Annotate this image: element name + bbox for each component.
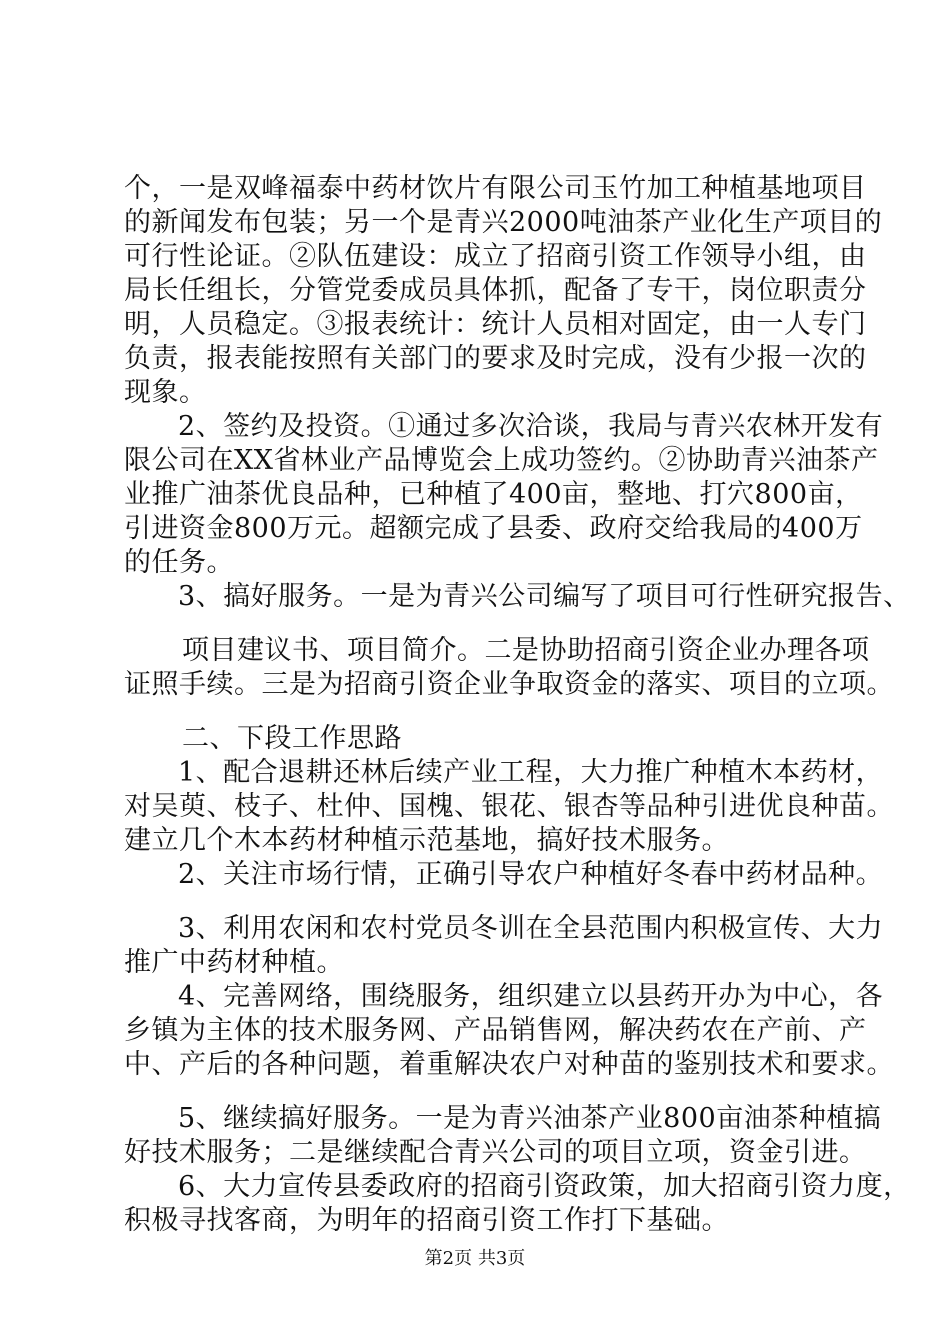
page-footer: 第2页 共3页: [424, 1248, 526, 1269]
paragraph-line: 好技术服务；二是继续配合青兴公司的项目立项，资金引进。: [124, 1137, 867, 1168]
paragraph-line: 建立几个木本药材种植示范基地，搞好技术服务。: [124, 825, 729, 856]
paragraph-line: 可行性论证。②队伍建设：成立了招商引资工作领导小组，由: [124, 241, 867, 272]
paragraph-line: 的新闻发布包装；另一个是青兴2000吨油茶产业化生产项目的: [124, 207, 883, 238]
section-heading: 二、下段工作思路: [182, 723, 402, 754]
paragraph-line: 明，人员稳定。③报表统计：统计人员相对固定，由一人专门: [124, 309, 867, 340]
paragraph-line: 2、关注市场行情，正确引导农户种植好冬春中药材品种。: [178, 859, 884, 890]
paragraph-line: 积极寻找客商，为明年的招商引资工作打下基础。: [124, 1205, 729, 1236]
paragraph-line: 3、搞好服务。一是为青兴公司编写了项目可行性研究报告、: [178, 581, 911, 612]
paragraph-line: 个，一是双峰福泰中药材饮片有限公司玉竹加工种植基地项目: [124, 173, 867, 204]
paragraph-line: 证照手续。三是为招商引资企业争取资金的落实、项目的立项。: [124, 669, 894, 700]
paragraph-line: 4、完善网络，围绕服务，组织建立以县药开办为中心，各: [178, 981, 884, 1012]
paragraph-line: 局长任组长，分管党委成员具体抓，配备了专干，岗位职责分: [124, 275, 867, 306]
paragraph-line: 项目建议书、项目简介。二是协助招商引资企业办理各项: [182, 635, 870, 666]
paragraph-line: 6、大力宣传县委政府的招商引资政策，加大招商引资力度，: [178, 1171, 911, 1202]
paragraph-line: 乡镇为主体的技术服务网、产品销售网，解决药农在产前、产: [124, 1015, 867, 1046]
paragraph-line: 中、产后的各种问题，着重解决农户对种苗的鉴别技术和要求。: [124, 1049, 894, 1080]
paragraph-line: 限公司在XX省林业产品博览会上成功签约。②协助青兴油茶产: [124, 445, 879, 476]
paragraph-line: 5、继续搞好服务。一是为青兴油茶产业800亩油茶种植搞: [178, 1103, 882, 1134]
paragraph-line: 现象。: [124, 377, 207, 408]
paragraph-line: 负责，报表能按照有关部门的要求及时完成，没有少报一次的: [124, 343, 867, 374]
paragraph-line: 3、利用农闲和农村党员冬训在全县范围内积极宣传、大力: [178, 913, 884, 944]
paragraph-line: 引进资金800万元。超额完成了县委、政府交给我局的400万: [124, 513, 863, 544]
paragraph-line: 2、签约及投资。①通过多次洽谈，我局与青兴农林开发有: [178, 411, 884, 442]
paragraph-line: 1、配合退耕还林后续产业工程，大力推广种植木本药材，: [178, 757, 884, 788]
paragraph-line: 推广中药材种植。: [124, 947, 344, 978]
paragraph-line: 对吴萸、枝子、杜仲、国槐、银花、银杏等品种引进优良种苗。: [124, 791, 894, 822]
paragraph-line: 的任务。: [124, 547, 234, 578]
paragraph-line: 业推广油茶优良品种，已种植了400亩，整地、打穴800亩，: [124, 479, 863, 510]
